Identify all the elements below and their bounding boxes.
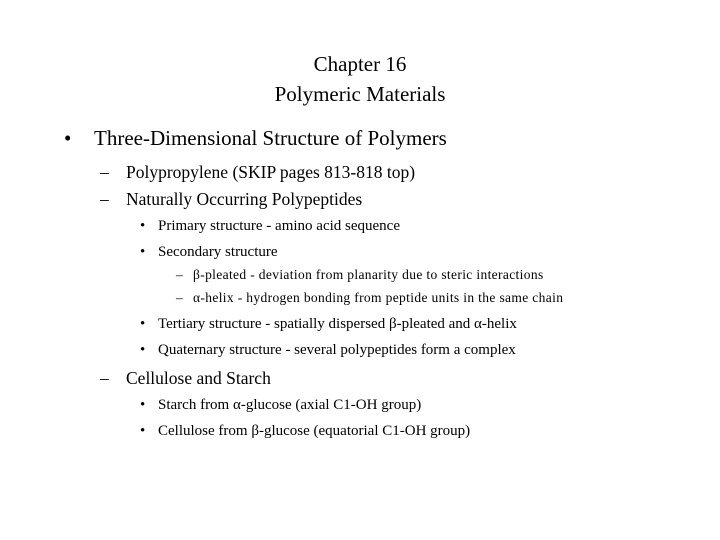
bullet-text: Secondary structure (158, 244, 278, 260)
dash-marker: – (100, 368, 109, 388)
bullet-level3 (0, 421, 720, 447)
bullet-level2 (0, 366, 720, 392)
bullet-marker: • (140, 244, 146, 260)
bullet-level3 (0, 340, 720, 366)
bullet-text: Cellulose from β-glucose (equatorial C1-OH group) (158, 423, 471, 439)
bullet-marker: • (140, 218, 146, 234)
bullet-text: Polypropylene (SKIP pages 813-818 top) (126, 162, 416, 182)
dash-marker: – (176, 267, 184, 282)
bullet-text: Cellulose and Starch (126, 368, 271, 388)
bullet-text: Quaternary structure - several polypeptides form a complex (158, 342, 516, 358)
bullet-level2 (0, 187, 720, 213)
bullet-text: α-helix - hydrogen bonding from peptide units in the same chain (193, 290, 564, 305)
dash-marker: – (100, 189, 109, 209)
bullet-text: β-pleated - deviation from planarity due to steric interactions (193, 267, 544, 282)
bullet-marker: • (140, 342, 146, 358)
dash-marker: – (100, 162, 109, 182)
slide-title-line-2: Polymeric Materials (274, 82, 446, 106)
bullet-text: Tertiary structure - spatially dispersed β-pleated and α-helix (158, 316, 517, 332)
bullet-text: Three-Dimensional Structure of Polymers (94, 126, 447, 150)
bullet-marker: • (140, 423, 146, 439)
dash-marker: – (176, 290, 184, 305)
bullet-level3 (0, 314, 720, 340)
bullet-marker: • (140, 316, 146, 332)
bullet-level4 (0, 289, 720, 315)
bullet-level3 (0, 216, 720, 242)
bullet-level2 (0, 160, 720, 186)
slide-title-line-1: Chapter 16 (313, 52, 407, 76)
bullet-text: Naturally Occurring Polypeptides (126, 189, 363, 209)
bullet-text: Starch from α-glucose (axial C1-OH group) (158, 397, 422, 413)
bullet-marker: • (140, 397, 146, 413)
bullet-level3 (0, 395, 720, 421)
bullet-text: Primary structure - amino acid sequence (158, 218, 400, 234)
bullet-level3 (0, 242, 720, 268)
bullet-marker: • (64, 126, 72, 150)
bullet-level1 (0, 124, 720, 150)
